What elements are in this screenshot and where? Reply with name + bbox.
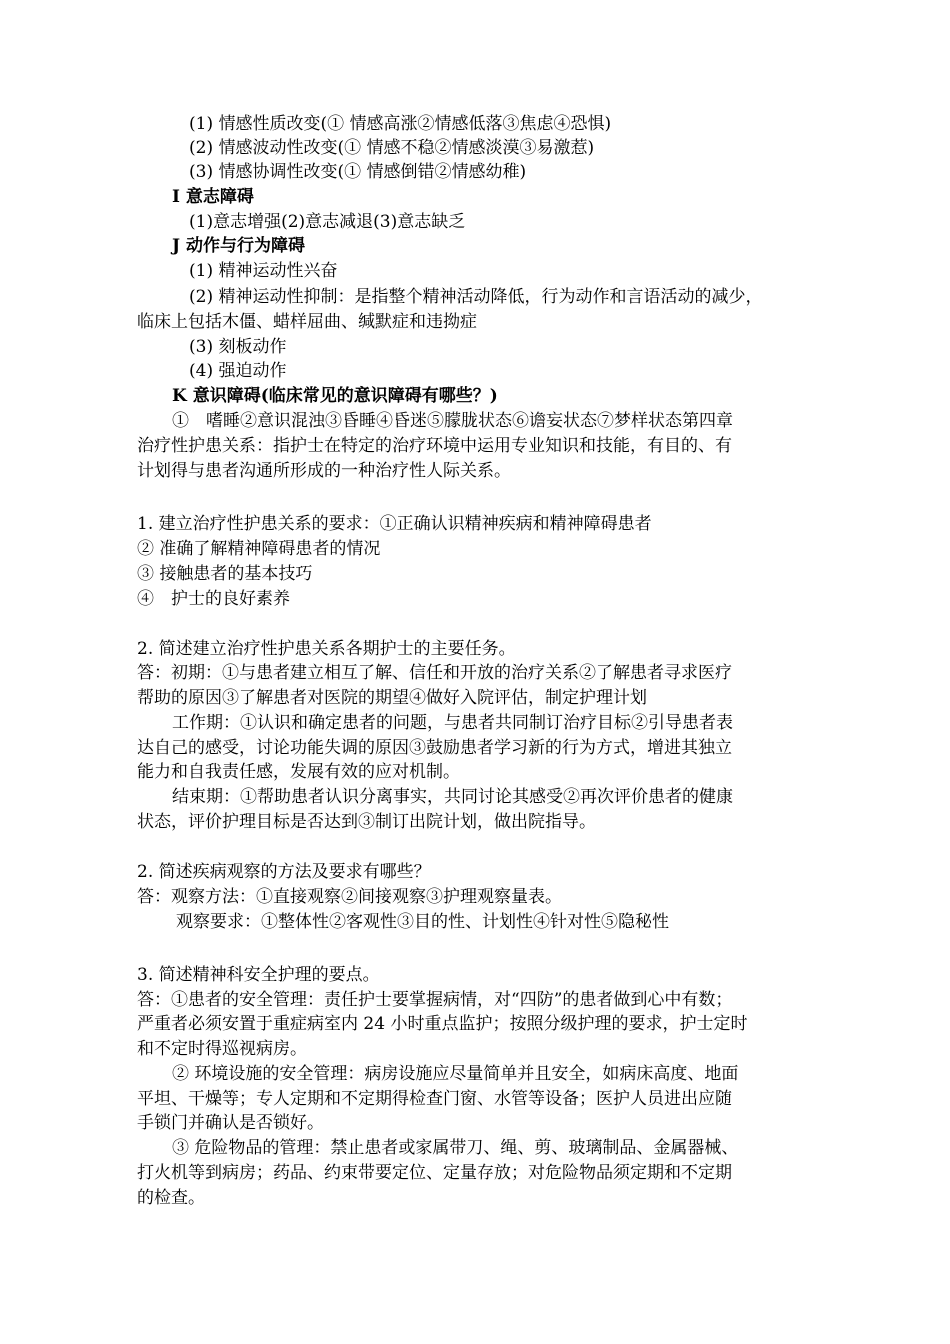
question-heading: 2. 简述疾病观察的方法及要求有哪些？ <box>137 862 431 882</box>
text-line: (1) 情感性质改变(① 情感高涨②情感低落③焦虑④恐惧) <box>189 114 612 134</box>
text-line: 计划得与患者沟通所形成的一种治疗性人际关系。 <box>137 461 511 481</box>
text-line: ① 嗜睡②意识混浊③昏睡④昏迷⑤朦胧状态⑥谵妄状态⑦梦样状态第四章 <box>172 411 733 431</box>
text-line: 治疗性护患关系：指护士在特定的治疗环境中运用专业知识和技能，有目的、有 <box>137 436 732 456</box>
text-line: (3) 情感协调性改变(① 情感倒错②情感幼稚) <box>189 162 527 182</box>
text-line: 临床上包括木僵、蜡样屈曲、缄默症和违拗症 <box>137 312 477 332</box>
section-heading: J 动作与行为障碍 <box>172 236 305 256</box>
text-line: 工作期：①认识和确定患者的问题，与患者共同制订治疗目标②引导患者表 <box>172 713 733 733</box>
text-line: 答：观察方法：①直接观察②间接观察③护理观察量表。 <box>137 887 562 907</box>
text-line: ② 环境设施的安全管理：病房设施应尽量简单并且安全，如病床高度、地面 <box>172 1064 739 1084</box>
question-heading: 3. 简述精神科安全护理的要点。 <box>137 965 380 985</box>
text-line: 平坦、干燥等；专人定期和不定期得检查门窗、水管等设备；医护人员进出应随 <box>137 1089 732 1109</box>
text-line: 的检查。 <box>137 1188 205 1208</box>
list-item: ③ 接触患者的基本技巧 <box>137 564 313 584</box>
text-line: 答：①患者的安全管理：责任护士要掌握病情，对“四防”的患者做到心中有数； <box>137 990 733 1010</box>
text-line: 达自己的感受，讨论功能失调的原因③鼓励患者学习新的行为方式，增进其独立 <box>137 738 732 758</box>
list-item: ④ 护士的良好素养 <box>137 589 290 609</box>
list-item: ② 准确了解精神障碍患者的情况 <box>137 539 381 559</box>
text-line: (1)意志增强(2)意志减退(3)意志缺乏 <box>189 212 466 232</box>
section-heading: I 意志障碍 <box>172 187 254 207</box>
question-heading: 2. 简述建立治疗性护患关系各期护士的主要任务。 <box>137 639 516 659</box>
text-line: 严重者必须安置于重症病室内 24 小时重点监护；按照分级护理的要求，护士定时 <box>137 1014 748 1034</box>
text-line: (2) 情感波动性改变(① 情感不稳②情感淡漠③易激惹) <box>189 138 595 158</box>
text-line: 和不定时得巡视病房。 <box>137 1039 307 1059</box>
text-line: (3) 刻板动作 <box>189 337 287 357</box>
text-line: (4) 强迫动作 <box>189 361 287 381</box>
text-line: 状态，评价护理目标是否达到③制订出院计划，做出院指导。 <box>137 812 596 832</box>
text-line: 手锁门并确认是否锁好。 <box>137 1113 324 1133</box>
text-line: 帮助的原因③了解患者对医院的期望④做好入院评估，制定护理计划 <box>137 688 647 708</box>
text-line: ③ 危险物品的管理：禁止患者或家属带刀、绳、剪、玻璃制品、金属器械、 <box>172 1138 739 1158</box>
text-line: 能力和自我责任感，发展有效的应对机制。 <box>137 762 460 782</box>
text-line: 打火机等到病房；药品、约束带要定位、定量存放；对危险物品须定期和不定期 <box>137 1163 732 1183</box>
text-line: 答：初期：①与患者建立相互了解、信任和开放的治疗关系②了解患者寻求医疗 <box>137 663 732 683</box>
text-line: 观察要求：①整体性②客观性③目的性、计划性④针对性⑤隐秘性 <box>176 912 669 932</box>
question-heading: 1. 建立治疗性护患关系的要求：①正确认识精神疾病和精神障碍患者 <box>137 514 652 534</box>
section-heading: K 意识障碍(临床常见的意识障碍有哪些？) <box>172 386 498 406</box>
text-line: 结束期：①帮助患者认识分离事实，共同讨论其感受②再次评价患者的健康 <box>172 787 733 807</box>
text-line: (2) 精神运动性抑制：是指整个精神活动降低，行为动作和言语活动的减少， <box>189 287 763 307</box>
text-line: (1) 精神运动性兴奋 <box>189 261 338 281</box>
